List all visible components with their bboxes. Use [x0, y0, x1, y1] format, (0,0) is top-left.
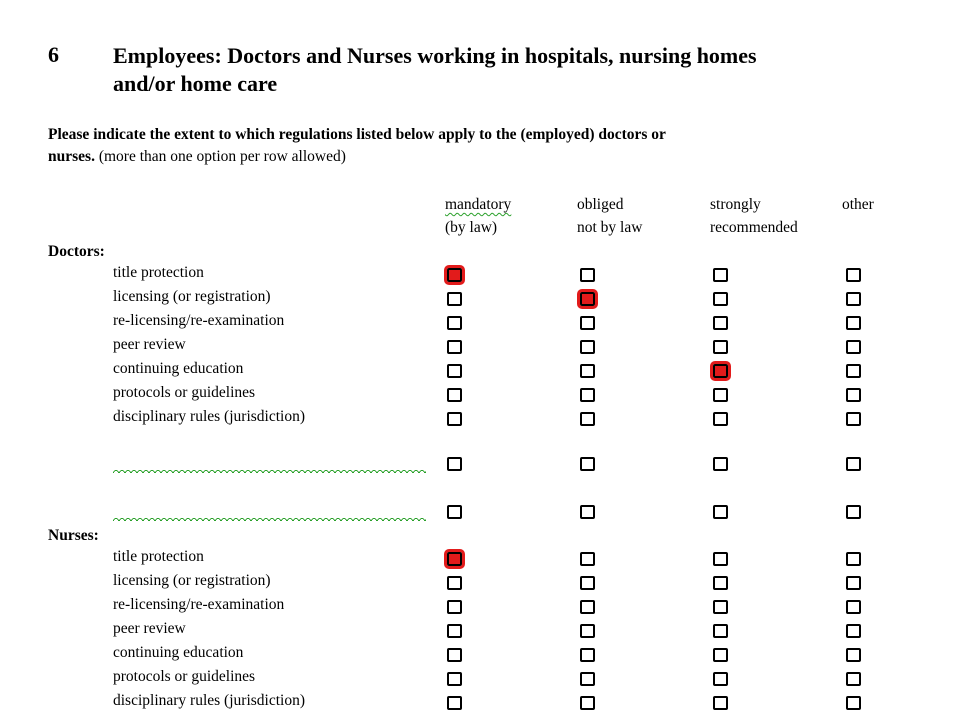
section-title	[113, 42, 757, 98]
checkbox[interactable]	[713, 364, 728, 378]
section-number: 6	[48, 42, 59, 67]
checkbox[interactable]	[447, 316, 462, 330]
row-label: disciplinary rules (jurisdiction)	[113, 408, 305, 425]
checkbox[interactable]	[580, 624, 595, 638]
column-header-strongly-recommended	[710, 193, 798, 239]
row-label: re-licensing/re-examination	[113, 596, 285, 613]
row-label: title protection	[113, 264, 204, 281]
column-header-line: (by law)	[445, 219, 498, 236]
checkbox[interactable]	[447, 268, 462, 282]
row-label: continuing education	[113, 644, 244, 661]
checkbox[interactable]	[447, 648, 462, 662]
checkbox[interactable]	[713, 505, 728, 519]
checkbox[interactable]	[713, 624, 728, 638]
group-label-nurses: Nurses:	[48, 527, 99, 544]
checkbox[interactable]	[846, 292, 861, 306]
checkbox[interactable]	[713, 648, 728, 662]
checkbox[interactable]	[447, 292, 462, 306]
checkbox[interactable]	[580, 388, 595, 402]
checkbox[interactable]	[580, 696, 595, 710]
column-header-line: mandatory	[445, 196, 512, 213]
checkbox[interactable]	[846, 648, 861, 662]
group-label-doctors: Doctors:	[48, 243, 105, 260]
section-title-line1: Employees: Doctors and Nurses working in hospitals, nursing homes	[113, 43, 757, 68]
column-header-line: obliged	[577, 196, 624, 213]
checkbox[interactable]	[846, 600, 861, 614]
checkbox[interactable]	[447, 624, 462, 638]
checkbox[interactable]	[846, 672, 861, 686]
checkbox[interactable]	[447, 364, 462, 378]
checkbox[interactable]	[713, 600, 728, 614]
checkbox[interactable]	[846, 505, 861, 519]
checkbox[interactable]	[580, 292, 595, 306]
checkbox[interactable]	[846, 412, 861, 426]
column-header-line: other	[842, 196, 874, 213]
checkbox[interactable]	[846, 340, 861, 354]
checkbox[interactable]	[580, 457, 595, 471]
checkbox[interactable]	[846, 552, 861, 566]
checkbox[interactable]	[580, 576, 595, 590]
checkbox[interactable]	[447, 576, 462, 590]
row-label: peer review	[113, 336, 186, 353]
row-label: disciplinary rules (jurisdiction)	[113, 692, 305, 709]
checkbox[interactable]	[713, 268, 728, 282]
blank-other-entry[interactable]	[113, 513, 426, 521]
checkbox[interactable]	[580, 552, 595, 566]
checkbox[interactable]	[580, 268, 595, 282]
checkbox[interactable]	[447, 696, 462, 710]
checkbox[interactable]	[713, 340, 728, 354]
row-label: peer review	[113, 620, 186, 637]
column-header-line: recommended	[710, 219, 798, 236]
checkbox[interactable]	[447, 340, 462, 354]
checkbox[interactable]	[713, 388, 728, 402]
instruction-text	[48, 124, 666, 168]
checkbox[interactable]	[580, 340, 595, 354]
column-header-mandatory	[445, 193, 511, 239]
instruction-line1: Please indicate the extent to which regulations listed below apply to the (employed) doctors or	[48, 126, 666, 143]
instruction-line2: nurses.	[48, 148, 95, 165]
checkbox[interactable]	[846, 624, 861, 638]
row-label: re-licensing/re-examination	[113, 312, 285, 329]
checkbox[interactable]	[447, 388, 462, 402]
instruction-note: (more than one option per row allowed)	[94, 148, 346, 165]
row-label: licensing (or registration)	[113, 288, 271, 305]
column-header-line: not by law	[577, 219, 643, 236]
column-header-obliged	[577, 193, 642, 239]
checkbox[interactable]	[713, 457, 728, 471]
column-header-line: strongly	[710, 196, 761, 213]
checkbox[interactable]	[580, 505, 595, 519]
section-title-line2: and/or home care	[113, 71, 278, 96]
checkbox[interactable]	[580, 412, 595, 426]
checkbox[interactable]	[846, 268, 861, 282]
checkbox[interactable]	[580, 648, 595, 662]
row-label: licensing (or registration)	[113, 572, 271, 589]
checkbox[interactable]	[580, 316, 595, 330]
checkbox[interactable]	[846, 364, 861, 378]
checkbox[interactable]	[713, 696, 728, 710]
checkbox[interactable]	[713, 576, 728, 590]
row-label: protocols or guidelines	[113, 668, 256, 685]
checkbox[interactable]	[713, 292, 728, 306]
row-label: continuing education	[113, 360, 244, 377]
checkbox[interactable]	[713, 552, 728, 566]
checkbox[interactable]	[447, 552, 462, 566]
checkbox[interactable]	[447, 505, 462, 519]
checkbox[interactable]	[846, 576, 861, 590]
checkbox[interactable]	[447, 672, 462, 686]
column-header-other	[842, 193, 874, 216]
checkbox[interactable]	[447, 412, 462, 426]
checkbox[interactable]	[713, 672, 728, 686]
checkbox[interactable]	[846, 316, 861, 330]
checkbox[interactable]	[713, 316, 728, 330]
checkbox[interactable]	[447, 457, 462, 471]
checkbox[interactable]	[846, 388, 861, 402]
checkbox[interactable]	[713, 412, 728, 426]
row-label: protocols or guidelines	[113, 384, 256, 401]
checkbox[interactable]	[580, 600, 595, 614]
blank-other-entry[interactable]	[113, 465, 426, 473]
checkbox[interactable]	[580, 364, 595, 378]
checkbox[interactable]	[447, 600, 462, 614]
checkbox[interactable]	[846, 696, 861, 710]
row-label: title protection	[113, 548, 204, 565]
checkbox[interactable]	[580, 672, 595, 686]
checkbox[interactable]	[846, 457, 861, 471]
